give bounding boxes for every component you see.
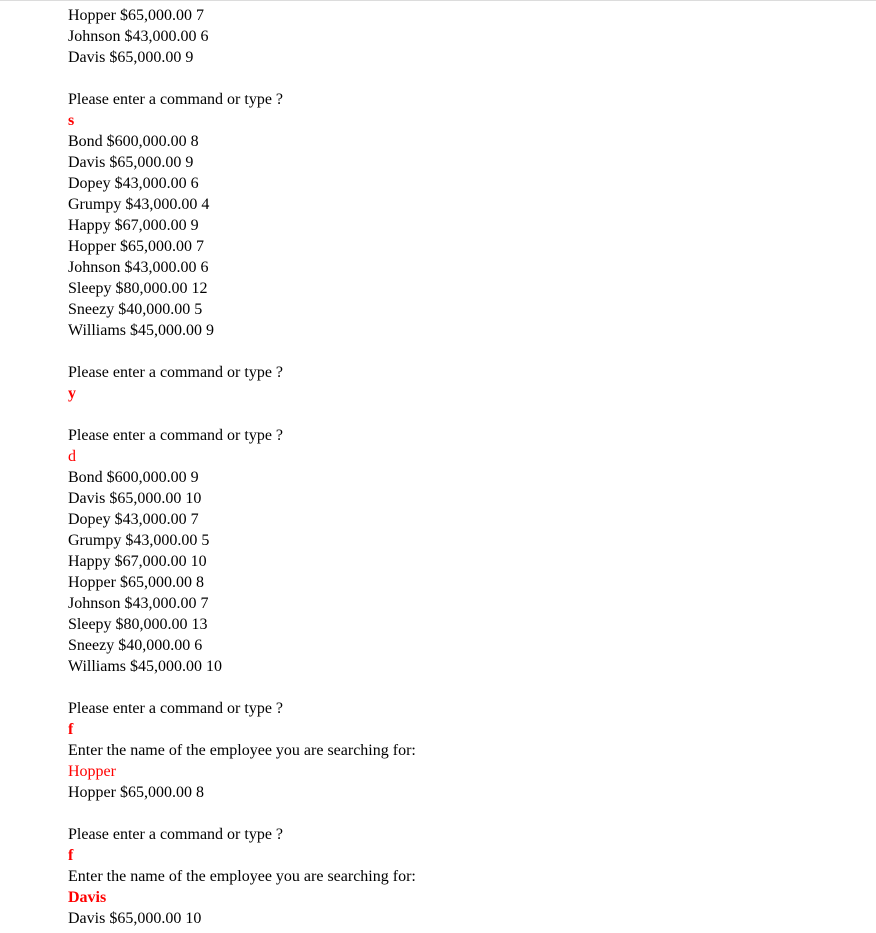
output-line: Johnson $43,000.00 6 [68, 28, 209, 45]
output-line: Hopper $65,000.00 7 [68, 238, 204, 255]
prompt-line: Enter the name of the employee you are searching for: [68, 868, 416, 885]
output-line: Grumpy $43,000.00 5 [68, 532, 210, 549]
output-line: Davis $65,000.00 9 [68, 154, 194, 171]
output-line: Hopper $65,000.00 7 [68, 7, 204, 24]
output-line: Grumpy $43,000.00 4 [68, 196, 210, 213]
blank-line [68, 68, 858, 89]
user-input-line: y [68, 385, 76, 402]
output-line: Bond $600,000.00 9 [68, 469, 199, 486]
prompt-line: Enter the name of the employee you are searching for: [68, 742, 416, 759]
output-line: Dopey $43,000.00 6 [68, 175, 199, 192]
user-input-line: f [68, 721, 74, 738]
top-divider [0, 0, 876, 1]
prompt-line: Please enter a command or type ? [68, 364, 284, 381]
blank-line [68, 803, 858, 824]
output-line: Hopper $65,000.00 8 [68, 784, 204, 801]
output-line: Williams $45,000.00 9 [68, 322, 215, 339]
user-input-line: d [68, 448, 76, 465]
prompt-line: Please enter a command or type ? [68, 91, 284, 108]
output-line: Happy $67,000.00 10 [68, 553, 207, 570]
prompt-line: Please enter a command or type ? [68, 826, 284, 843]
output-line: Davis $65,000.00 10 [68, 490, 202, 507]
output-line: Johnson $43,000.00 6 [68, 259, 209, 276]
output-line: Dopey $43,000.00 7 [68, 511, 199, 528]
output-line: Johnson $43,000.00 7 [68, 595, 209, 612]
output-line: Davis $65,000.00 10 [68, 910, 202, 927]
output-line: Sleepy $80,000.00 12 [68, 280, 208, 297]
blank-line [68, 677, 858, 698]
blank-line [68, 404, 858, 425]
output-line: Sneezy $40,000.00 6 [68, 637, 203, 654]
prompt-line: Please enter a command or type ? [68, 427, 284, 444]
blank-line [68, 341, 858, 362]
prompt-line: Please enter a command or type ? [68, 700, 284, 717]
output-line: Bond $600,000.00 8 [68, 133, 199, 150]
output-line: Sneezy $40,000.00 5 [68, 301, 203, 318]
user-input-line: s [68, 112, 75, 129]
console-output [68, 5, 858, 929]
output-line: Hopper $65,000.00 8 [68, 574, 204, 591]
user-input-line: f [68, 847, 74, 864]
output-line: Williams $45,000.00 10 [68, 658, 223, 675]
output-line: Happy $67,000.00 9 [68, 217, 199, 234]
user-input-line: Davis [68, 889, 107, 906]
output-line: Sleepy $80,000.00 13 [68, 616, 208, 633]
output-line: Davis $65,000.00 9 [68, 49, 194, 66]
user-input-line: Hopper [68, 763, 116, 780]
